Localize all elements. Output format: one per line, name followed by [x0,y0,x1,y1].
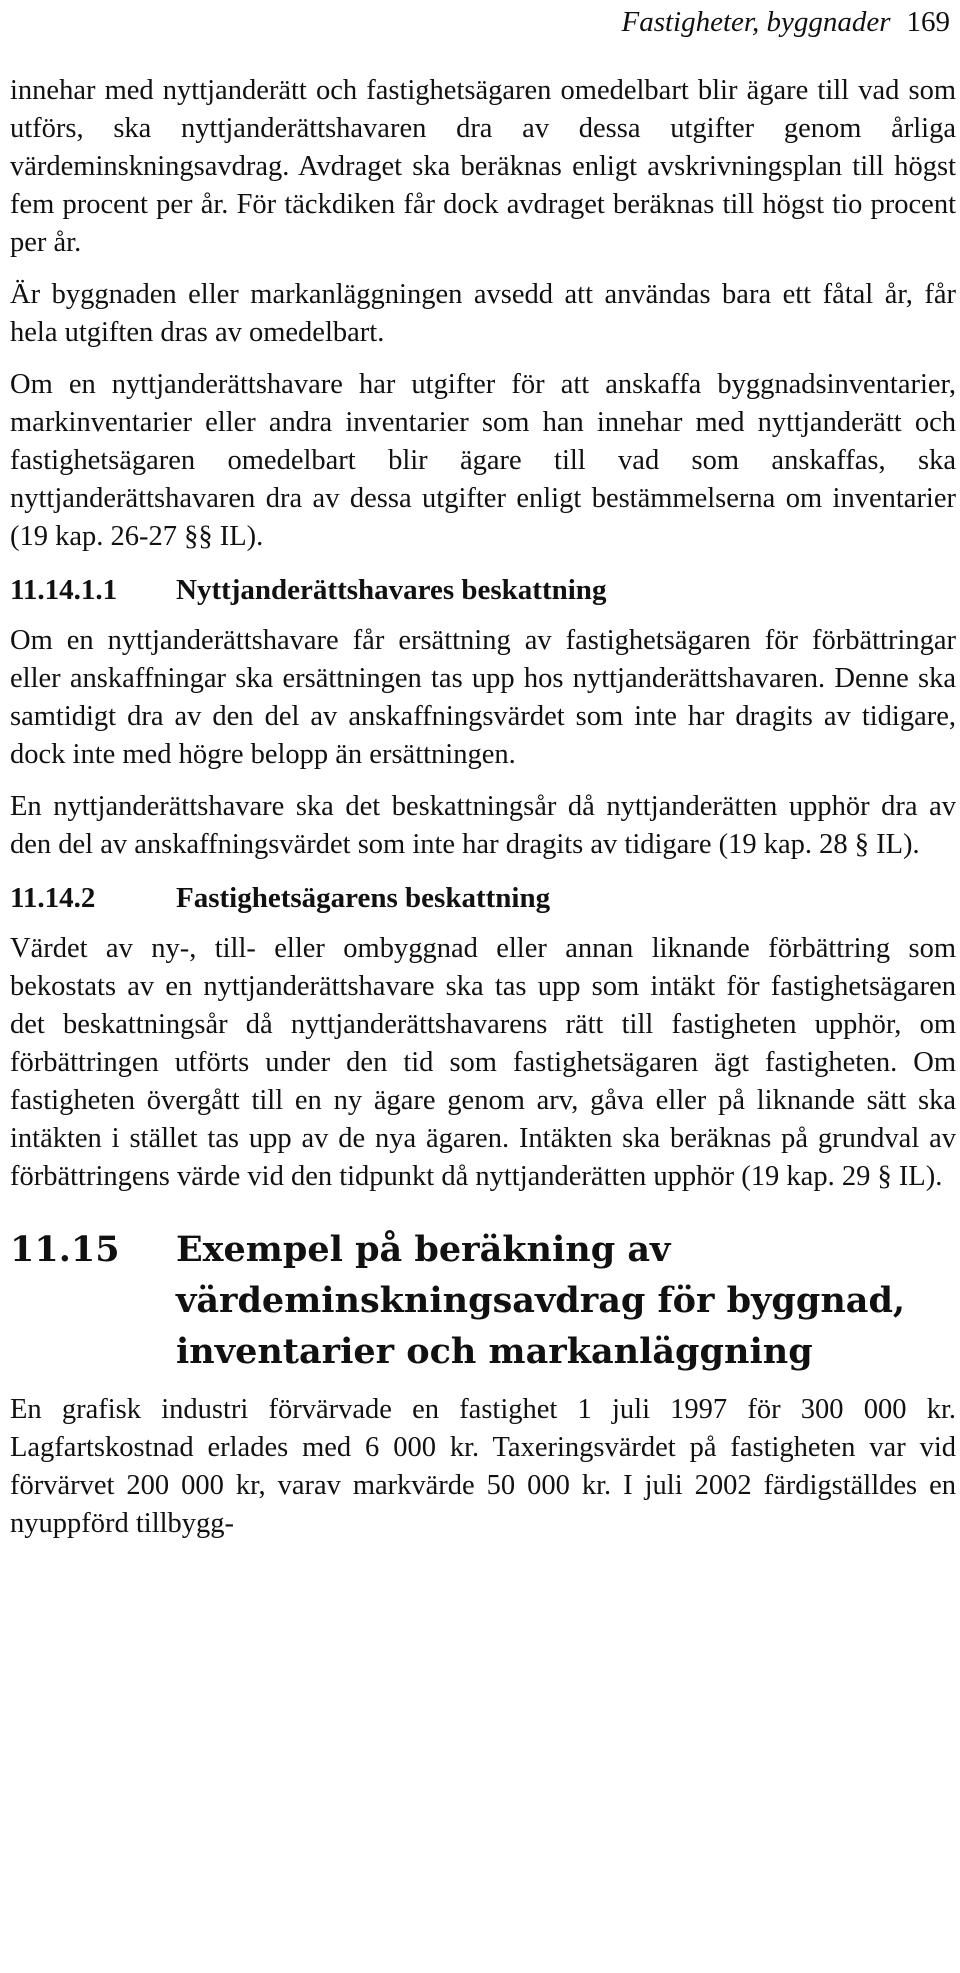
section-heading-11-14-2 [10,878,956,918]
section-heading-11-14-1-1 [10,570,956,610]
section-title: Fastighetsägarens beskattning [176,882,551,914]
paragraph-example: En grafisk industri förvärvade en fastighet 1 juli 1997 för 300 000 kr. Lagfartskostnad erlades med 6 000 kr. Taxeringsvärdet på fastigheten var vid förvärvet 200 000 kr, varav markvärde 50 000 kr. I juli 2002 färdigställdes en nyuppförd tillbygg- [10,1394,956,1539]
page-body [10,72,956,1557]
paragraph-short-use: Är byggnaden eller markanläggningen avsedd att användas bara ett fåtal år, får hela utgiften dras av omedelbart. [10,279,956,348]
section-title: Nyttjanderättshavares beskattning [176,574,607,606]
paragraph-inventories: Om en nyttjanderättshavare har utgifter för att anskaffa byggnadsinventarier, markinventarier eller andra inventarier som han innehar med nyttjanderätt och fastighetsägaren omedelbart blir ägare till vad som anskaffas, ska nyttjanderättshavaren dra av dessa utgifter enligt bestämmelserna om inventarier (19 kap. 26-27 §§ IL). [10,369,956,552]
section-number: 11.14.1.1 [10,574,118,606]
section-heading-11-15 [10,1224,956,1377]
paragraph-compensation: Om en nyttjanderättshavare får ersättning av fastighetsägaren för förbättringar eller anskaffningar ska ersättningen tas upp hos nyttjanderättshavaren. Denne ska samtidigt dra av den del av anskaffningsvärdet som inte har dragits av tidigare, dock inte med högre belopp än ersättningen. [10,625,956,770]
paragraph-right-ends: En nyttjanderättshavare ska det beskattningsår då nyttjanderätten upphör dra av den del av anskaffningsvärdet som inte har dragits av tidigare (19 kap. 28 § IL). [10,791,956,860]
section-number: 11.14.2 [10,882,96,914]
section-title: Exempel på beräkning av värdeminskningsavdrag för byggnad, inventarier och markanläggning [176,1229,906,1372]
section-number: 11.15 [10,1229,120,1270]
paragraph-owner-taxation: Värdet av ny-, till- eller ombyggnad eller annan liknande förbättring som bekostats av en nyttjanderättshavare ska tas upp som intäkt för fastighetsägaren det beskattningsår då nyttjanderättshavarens rätt till fastigheten upphör, om förbättringen utförts under den tid som fastighetsägaren ägt fastigheten. Om fastigheten övergått till en ny ägare genom arv, gåva eller på liknande sätt ska intäkten i stället tas upp av de nya ägaren. Intäkten ska beräknas på grundval av förbättringens värde vid den tidpunkt då nyttjanderätten upphör (19 kap. 29 § IL). [10,933,956,1192]
page-number: 169 [906,6,950,38]
paragraph-continuation: innehar med nyttjanderätt och fastighetsägaren omedelbart blir ägare till vad som utförs, ska nyttjanderättshavaren dra av dessa utgifter genom årliga värdeminskningsavdrag. Avdraget ska beräknas enligt avskrivningsplan till högst fem procent per år. För täckdiken får dock avdraget beräknas till högst tio procent per år. [10,75,956,258]
running-header-title: Fastigheter, byggnader [621,6,891,38]
running-header [621,2,950,42]
